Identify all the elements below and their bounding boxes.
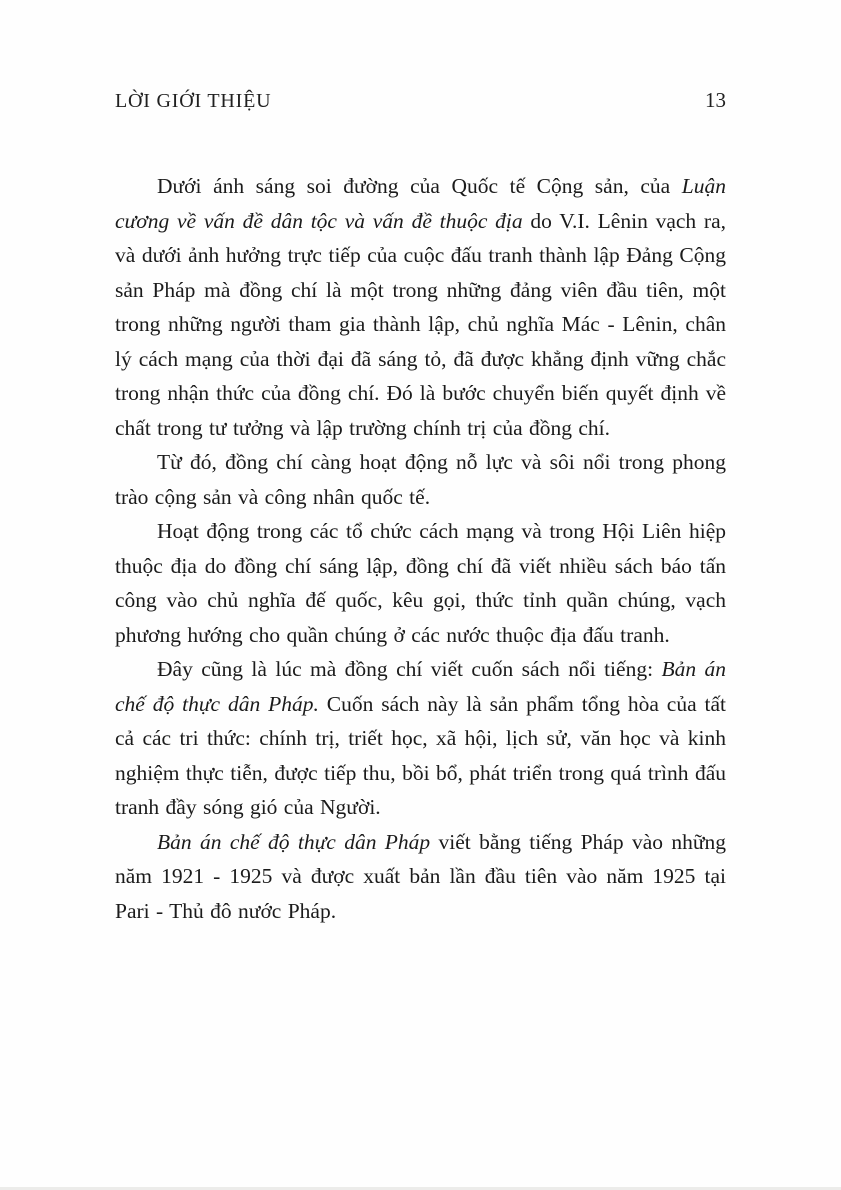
body-text: Đây cũng là lúc mà đồng chí viết cuốn sách nổi tiếng: [157,657,662,681]
paragraph [115,514,726,652]
body-text: viết bằng tiếng Pháp vào những năm 1921 - 1925 và được xuất bản lần đầu tiên vào năm 1925 tại Pari - Thủ đô nước Pháp. [115,829,726,923]
paragraph [115,825,726,929]
italic-text: Bản án chế độ thực dân Pháp [157,829,431,854]
page-body [115,169,726,928]
body-text: Dưới ánh sáng soi đường của Quốc tế Cộng sản, của [157,174,682,198]
page-number: 13 [705,88,726,112]
paragraph [115,652,726,825]
page-header [115,88,726,113]
body-text: Hoạt động trong các tổ chức cách mạng và trong Hội Liên hiệp thuộc địa do đồng chí sáng lập, đồng chí đã viết nhiều sách báo tấn công vào chủ nghĩa đế quốc, kêu gọi, thức tỉnh quần chúng, vạch phương hướng cho quần chúng ở các nước thuộc địa đấu tranh. [115,519,726,647]
paragraph [115,445,726,514]
body-text: do V.I. Lênin vạch ra, và dưới ảnh hưởng trực tiếp của cuộc đấu tranh thành lập Đảng Cộng sản Pháp mà đồng chí là một trong những đảng viên đầu tiên, một trong những người tham gia thành lập, chủ nghĩa Mác - Lênin, chân lý cách mạng của thời đại đã sáng tỏ, đã được khẳng định vững chắc trong nhận thức của đồng chí. Đó là bước chuyển biến quyết định về chất trong tư tưởng và lập trường chính trị của đồng chí. [115,208,726,440]
body-text: Từ đó, đồng chí càng hoạt động nỗ lực và sôi nổi trong phong trào cộng sản và công nhân quốc tế. [115,450,726,509]
paragraph [115,169,726,445]
italic-text: Luận cương về vấn đề dân tộc và vấn đề thuộc địa [115,174,726,233]
body-text: Cuốn sách này là sản phẩm tổng hòa của tất cả các tri thức: chính trị, triết học, xã hội, lịch sử, văn học và kinh nghiệm thực tiễn, được tiếp thu, bồi bổ, phát triển trong quá trình đấu tranh đầy sóng gió của Người. [115,691,727,819]
italic-text: Bản án chế độ thực dân Pháp. [115,657,726,716]
running-title: LỜI GIỚI THIỆU [115,90,272,112]
